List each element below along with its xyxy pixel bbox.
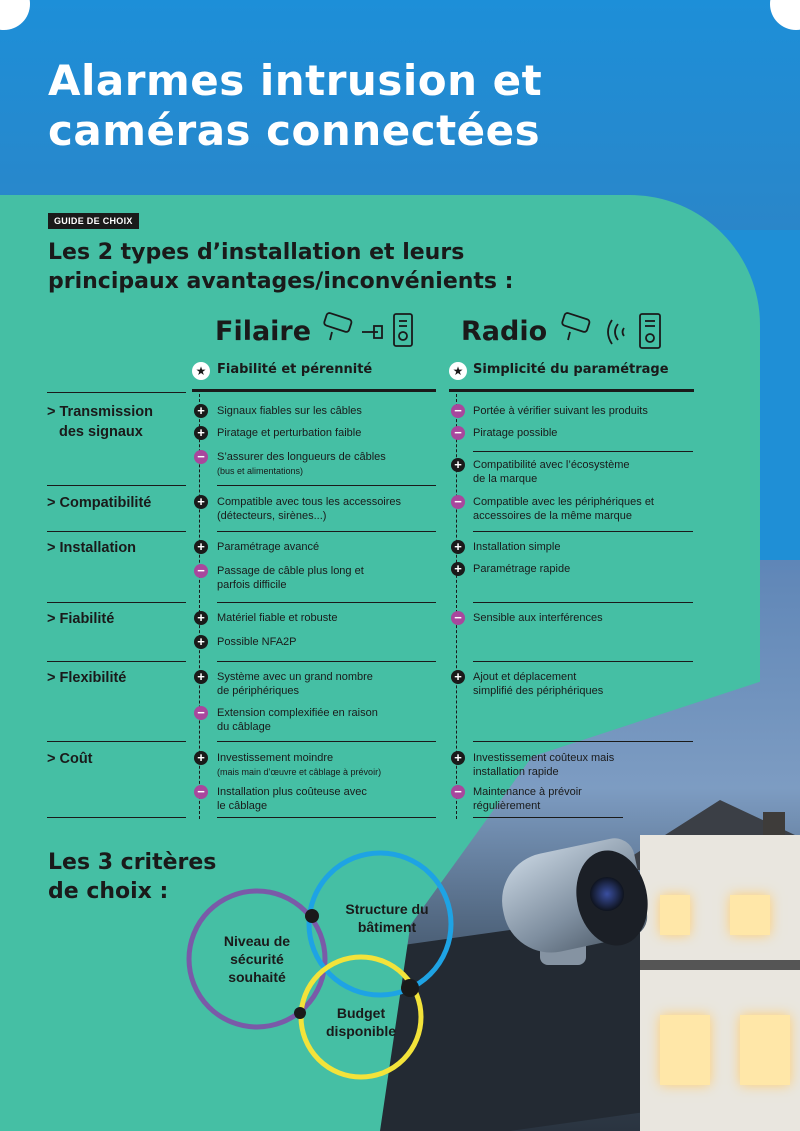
subtitle-line-2: principaux avantages/inconvénients : xyxy=(48,269,514,294)
criterion-line: Niveau de xyxy=(223,933,291,949)
criterion-security xyxy=(214,932,300,986)
row-divider xyxy=(473,817,623,818)
radio-item xyxy=(473,458,630,486)
item-line: du câblage xyxy=(217,721,271,733)
wireless-camera-icon xyxy=(560,310,665,352)
item-line: simplifié des périphériques xyxy=(473,685,604,697)
column-title-filaire: Filaire xyxy=(215,316,312,347)
row-label-flexibilite: > Flexibilité xyxy=(47,670,127,686)
radio-item xyxy=(473,785,582,813)
plus-icon: + xyxy=(194,495,208,509)
criterion-line: Budget xyxy=(336,1005,386,1021)
criteria-title-line: Les 3 critères xyxy=(48,850,217,875)
item-line: Extension complexifiée en raison xyxy=(217,707,378,719)
filaire-item: Signaux fiables sur les câbles xyxy=(217,405,362,417)
row-divider xyxy=(47,485,186,486)
filaire-highlight: Fiabilité et pérennité xyxy=(217,362,373,377)
plus-icon: + xyxy=(194,611,208,625)
radio-item: Piratage possible xyxy=(473,427,558,439)
criterion-line: souhaité xyxy=(228,969,286,985)
criterion-budget xyxy=(316,1004,406,1040)
criterion-line: bâtiment xyxy=(357,919,417,935)
row-divider xyxy=(473,661,693,662)
row-divider xyxy=(217,485,436,486)
radio-item: Installation simple xyxy=(473,541,561,553)
item-line: S’assurer des longueurs de câbles xyxy=(217,451,386,463)
filaire-item xyxy=(217,751,381,779)
corner-decoration xyxy=(770,0,800,30)
row-label-transmission xyxy=(47,402,153,442)
row-divider xyxy=(217,817,436,818)
house-balcony xyxy=(640,960,800,970)
radio-header-rule xyxy=(449,389,694,392)
item-line: parfois difficile xyxy=(217,579,287,591)
row-divider xyxy=(47,817,186,818)
filaire-header-rule xyxy=(192,389,436,392)
minus-icon: − xyxy=(451,426,465,440)
plus-icon: + xyxy=(194,635,208,649)
subtitle-line-1: Les 2 types d’installation et leurs xyxy=(48,240,465,265)
row-divider xyxy=(217,531,436,532)
row-label-compatibilite: > Compatibilité xyxy=(47,495,152,511)
minus-icon: − xyxy=(194,564,208,578)
row-divider xyxy=(473,602,693,603)
item-line: accessoires de la même marque xyxy=(473,510,632,522)
item-line: régulièrement xyxy=(473,800,541,812)
intersection-dot xyxy=(294,1007,306,1019)
item-line: Compatibilité avec l’écosystème xyxy=(473,459,630,471)
row-label-line: > Transmission xyxy=(47,404,153,420)
item-line: installation rapide xyxy=(473,766,559,778)
item-line: le câblage xyxy=(217,800,268,812)
minus-icon: − xyxy=(194,785,208,799)
filaire-item: Matériel fiable et robuste xyxy=(217,612,338,624)
row-divider xyxy=(217,741,436,742)
minus-icon: − xyxy=(451,611,465,625)
filaire-item: Piratage et perturbation faible xyxy=(217,427,362,439)
item-line: de la marque xyxy=(473,473,538,485)
filaire-item xyxy=(217,564,364,592)
item-note: (mais main d’œuvre et câblage à prévoir) xyxy=(217,767,382,777)
item-note: (bus et alimentations) xyxy=(217,466,304,476)
star-icon: ★ xyxy=(192,362,210,380)
row-divider xyxy=(473,451,693,452)
radio-item: Paramétrage rapide xyxy=(473,563,571,575)
item-line: de périphériques xyxy=(217,685,299,697)
filaire-item xyxy=(217,670,373,698)
plus-icon: + xyxy=(194,751,208,765)
plus-icon: + xyxy=(194,540,208,554)
minus-icon: − xyxy=(451,404,465,418)
radio-item: Sensible aux interférences xyxy=(473,612,603,624)
radio-item: Portée à vérifier suivant les produits xyxy=(473,405,648,417)
plus-icon: + xyxy=(451,458,465,472)
item-line: Compatible avec les périphériques et xyxy=(473,496,654,508)
plus-icon: + xyxy=(451,540,465,554)
page-title xyxy=(48,56,768,156)
row-divider xyxy=(217,602,436,603)
corner-decoration xyxy=(0,0,30,30)
camera-lens xyxy=(590,877,624,911)
plus-icon: + xyxy=(194,404,208,418)
minus-icon: − xyxy=(451,785,465,799)
plus-icon: + xyxy=(451,670,465,684)
plus-icon: + xyxy=(451,751,465,765)
filaire-item xyxy=(217,495,401,523)
plus-icon: + xyxy=(451,562,465,576)
item-line: (détecteurs, sirènes...) xyxy=(217,510,327,522)
filaire-item: Paramétrage avancé xyxy=(217,541,320,553)
minus-icon: − xyxy=(194,450,208,464)
item-line: Installation plus coûteuse avec xyxy=(217,786,367,798)
row-label-cout: > Coût xyxy=(47,751,93,767)
house-illustration xyxy=(640,835,800,1131)
filaire-item xyxy=(217,785,367,813)
row-divider xyxy=(47,741,186,742)
row-divider xyxy=(47,602,186,603)
item-line: Investissement coûteux mais xyxy=(473,752,615,764)
item-line: Maintenance à prévoir xyxy=(473,786,582,798)
plus-icon: + xyxy=(194,426,208,440)
criterion-line: Structure du xyxy=(345,901,429,917)
row-label-fiabilite: > Fiabilité xyxy=(47,611,115,627)
criterion-line: disponible xyxy=(326,1023,396,1039)
row-divider xyxy=(47,531,186,532)
item-line: Investissement moindre xyxy=(217,752,334,764)
criterion-structure xyxy=(337,900,437,936)
radio-item xyxy=(473,751,614,779)
criterion-line: sécurité xyxy=(230,951,284,967)
criteria-title-line: de choix : xyxy=(48,879,169,904)
minus-icon: − xyxy=(451,495,465,509)
filaire-item xyxy=(217,706,378,734)
title-line-2: caméras connectées xyxy=(48,106,541,155)
item-line: Passage de câble plus long et xyxy=(217,565,364,577)
row-label-line: des signaux xyxy=(59,424,143,440)
row-divider xyxy=(47,392,186,393)
row-divider xyxy=(473,531,693,532)
minus-icon: − xyxy=(194,706,208,720)
radio-item xyxy=(473,670,603,698)
filaire-item: Possible NFA2P xyxy=(217,636,297,648)
intersection-dot xyxy=(305,909,319,923)
guide-tag: GUIDE DE CHOIX xyxy=(48,213,139,229)
item-line: Système avec un grand nombre xyxy=(217,671,373,683)
column-title-radio: Radio xyxy=(461,316,548,347)
item-line: Ajout et déplacement xyxy=(473,671,577,683)
radio-item xyxy=(473,495,654,523)
filaire-item xyxy=(217,450,386,478)
radio-highlight: Simplicité du paramétrage xyxy=(473,362,669,377)
title-line-1: Alarmes intrusion et xyxy=(48,56,543,105)
intersection-dot xyxy=(401,979,419,997)
row-divider xyxy=(217,661,436,662)
row-label-installation: > Installation xyxy=(47,540,137,556)
row-divider xyxy=(473,741,693,742)
plus-icon: + xyxy=(194,670,208,684)
star-icon: ★ xyxy=(449,362,467,380)
row-divider xyxy=(47,661,186,662)
item-line: Compatible avec tous les accessoires xyxy=(217,496,402,508)
section-subtitle xyxy=(48,238,608,296)
wired-camera-icon xyxy=(322,310,417,350)
